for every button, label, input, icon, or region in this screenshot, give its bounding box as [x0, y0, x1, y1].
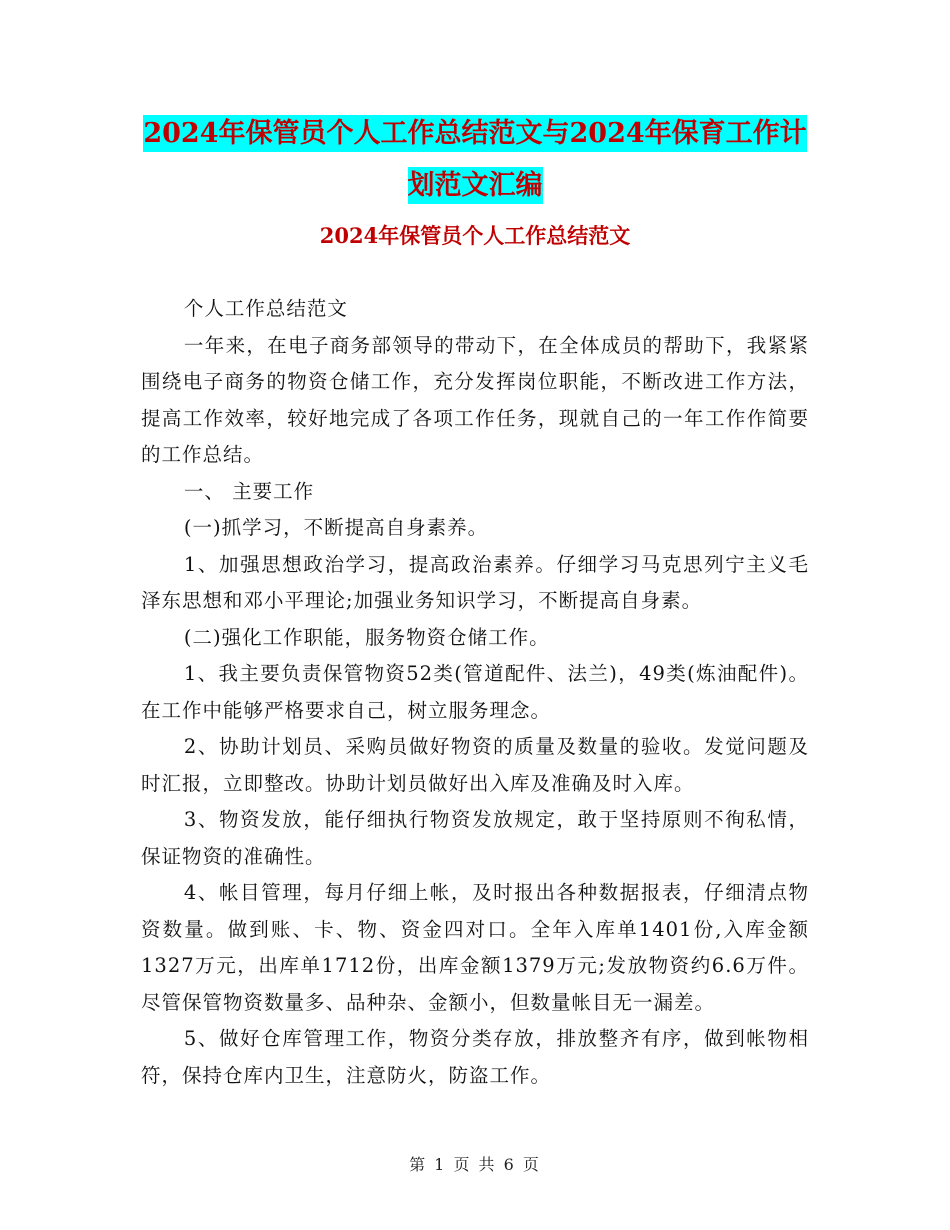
paragraph: 5、做好仓库管理工作，物资分类存放，排放整齐有序，做到帐物相符，保持仓库内卫生，注意防火，防盗工作。 [141, 1027, 809, 1087]
document-title-line2: 划范文汇编 [408, 167, 543, 204]
paragraph: 3、物资发放，能仔细执行物资发放规定，敢于坚持原则不徇私情，保证物资的准确性。 [141, 808, 809, 868]
document-title-highlight [143, 115, 806, 204]
paragraph: 1、我主要负责保管物资52类(管道配件、法兰)，49类(炼油配件)。在工作中能够严格要求自己，树立服务理念。 [141, 662, 809, 722]
page-footer: 第 1 页 共 6 页 [409, 1155, 541, 1174]
paragraph: 一年来，在电子商务部领导的带动下，在全体成员的帮助下，我紧紧围绕电子商务的物资仓储工作，充分发挥岗位职能，不断改进工作方法，提高工作效率，较好地完成了各项工作任务，现就自己的一年工作作简要的工作总结。 [141, 333, 809, 466]
paragraph: 一、 主要工作 [183, 479, 315, 503]
paragraph: 个人工作总结范文 [183, 297, 348, 320]
paragraph: (二)强化工作职能，服务物资仓储工作。 [183, 625, 550, 649]
paragraph: 2、协助计划员、采购员做好物资的质量及数量的验收。发觉问题及时汇报，立即整改。协助计划员做好出入库及准确及时入库。 [141, 735, 809, 795]
paragraph: 4、帐目管理，每月仔细上帐，及时报出各种数据报表，仔细清点物资数量。做到账、卡、物、资金四对口。全年入库单1401份,入库金额1327万元，出库单1712份，出库金额1379万元;发放物资约6.6万件。尽管保管物资数量多、品种杂、金额小，但数量帐目无一漏差。 [141, 881, 809, 1014]
document-body [141, 291, 809, 1094]
document-title [100, 108, 850, 212]
document-title-line1: 2024年保管员个人工作总结范文与2024年保育工作计 [143, 115, 806, 152]
section-title: 2024年保管员个人工作总结范文 [319, 223, 631, 248]
paragraph: (一)抓学习，不断提高自身素养。 [183, 516, 489, 539]
paragraph: 1、加强思想政治学习，提高政治素养。仔细学习马克思列宁主义毛泽东思想和邓小平理论;加强业务知识学习，不断提高自身素。 [141, 552, 809, 612]
